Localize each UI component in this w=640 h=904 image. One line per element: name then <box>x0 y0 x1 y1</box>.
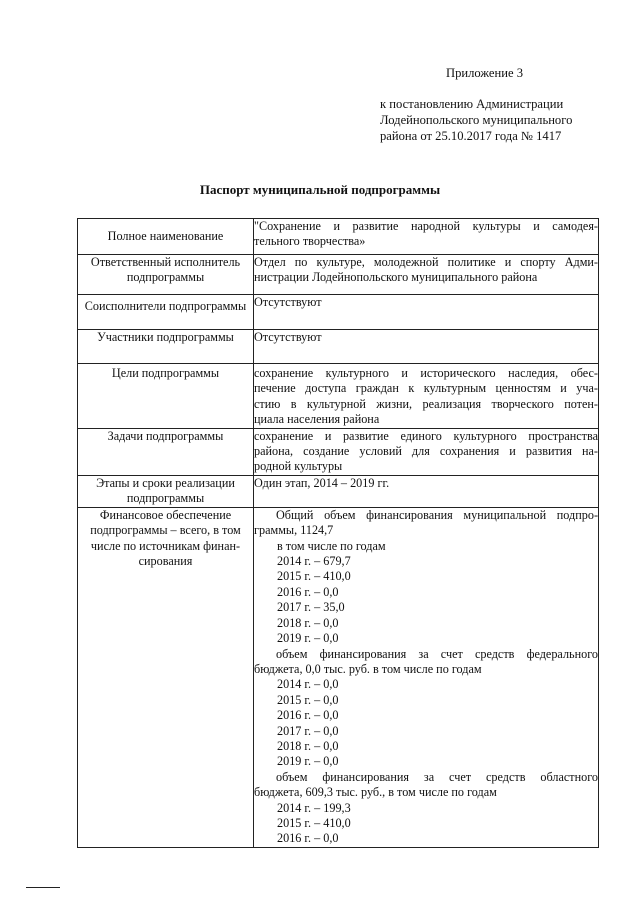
row-label: Финансовое обеспечение подпрограммы – всего, в том числе по источникам финан-сирования <box>78 507 254 847</box>
year-line: 2017 г. – 0,0 <box>277 723 339 738</box>
table-row <box>78 507 599 847</box>
value-line: сохранение культурного и исторического наследия, обес- <box>254 366 598 380</box>
footnote-divider <box>26 887 60 888</box>
value-line: объем финансирования за счет средств областного <box>276 769 598 784</box>
year-line: 2019 г. – 0,0 <box>277 631 339 646</box>
annex-line: района от 25.10.2017 года № 1417 <box>380 129 562 143</box>
value-line: объем финансирования за счет средств федерального <box>276 646 598 661</box>
value-line: района, создание условий для сохранения и развития на- <box>254 444 598 459</box>
year-line: 2019 г. – 0,0 <box>277 754 339 769</box>
year-line: 2015 г. – 410,0 <box>277 815 351 830</box>
row-label: Соисполнители подпрограммы <box>78 295 254 330</box>
value-line: граммы, 1124,7 <box>254 523 334 538</box>
annex-line: к постановлению Администрации <box>380 97 564 111</box>
year-line: 2014 г. – 199,3 <box>277 800 351 815</box>
value-line: родной культуры <box>254 459 343 474</box>
value-line: в том числе по годам <box>277 538 386 553</box>
value-line: циала населения района <box>254 412 380 427</box>
row-value <box>254 428 599 475</box>
value-line: бюджета, 0,0 тыс. руб. в том числе по годам <box>254 661 482 676</box>
value-line: тельного творчества» <box>254 234 366 249</box>
row-value: Отсутствуют <box>254 295 599 330</box>
document-title: Паспорт муниципальной подпрограммы <box>199 182 441 197</box>
value-line: печение доступа граждан к культурным ценностям и уча- <box>254 381 598 396</box>
row-value: Отсутствуют <box>254 330 599 364</box>
annex-line: Лодейнопольского муниципального <box>380 113 573 127</box>
table-row <box>78 475 599 507</box>
row-value <box>254 507 599 847</box>
year-line: 2018 г. – 0,0 <box>277 615 339 630</box>
table-row <box>78 330 599 364</box>
annex-title: Приложение 3 <box>446 66 524 80</box>
value-line: нистрации Лодейнопольского муниципального района <box>254 270 538 285</box>
year-line: 2014 г. – 679,7 <box>277 554 351 569</box>
value-line: "Сохранение и развитие народной культуры и самодея- <box>254 219 598 233</box>
value-line: бюджета, 609,3 тыс. руб., в том числе по годам <box>254 785 497 800</box>
table-row <box>78 219 599 255</box>
passport-table <box>77 218 599 848</box>
value-line: Общий объем финансирования муниципальной подпро- <box>276 507 598 522</box>
year-line: 2016 г. – 0,0 <box>277 708 339 723</box>
row-label: Задачи подпрограммы <box>78 428 254 475</box>
year-line: 2014 г. – 0,0 <box>277 677 339 692</box>
row-value: Один этап, 2014 – 2019 гг. <box>254 475 599 507</box>
row-value <box>254 255 599 295</box>
row-label: Этапы и сроки реализации подпрограммы <box>78 475 254 507</box>
year-line: 2018 г. – 0,0 <box>277 738 339 753</box>
row-value <box>254 364 599 429</box>
row-label: Ответственный исполнитель подпрограммы <box>78 255 254 295</box>
row-label: Цели подпрограммы <box>78 364 254 429</box>
table-row <box>78 364 599 429</box>
year-line: 2017 г. – 35,0 <box>277 600 345 615</box>
value-line: стию в культурной жизни, реализация творческого потен- <box>254 396 598 411</box>
table-row <box>78 255 599 295</box>
table-row <box>78 428 599 475</box>
year-line: 2016 г. – 0,0 <box>277 831 339 846</box>
year-line: 2015 г. – 410,0 <box>277 569 351 584</box>
value-line: Отдел по культуре, молодежной политике и спорту Адми- <box>254 255 598 269</box>
row-label: Участники подпрограммы <box>78 330 254 364</box>
value-line: сохранение и развитие единого культурного пространства <box>254 428 598 443</box>
row-value <box>254 219 599 255</box>
year-line: 2016 г. – 0,0 <box>277 584 339 599</box>
row-label: Полное наименование <box>78 219 254 255</box>
table-row <box>78 295 599 330</box>
year-line: 2015 г. – 0,0 <box>277 692 339 707</box>
